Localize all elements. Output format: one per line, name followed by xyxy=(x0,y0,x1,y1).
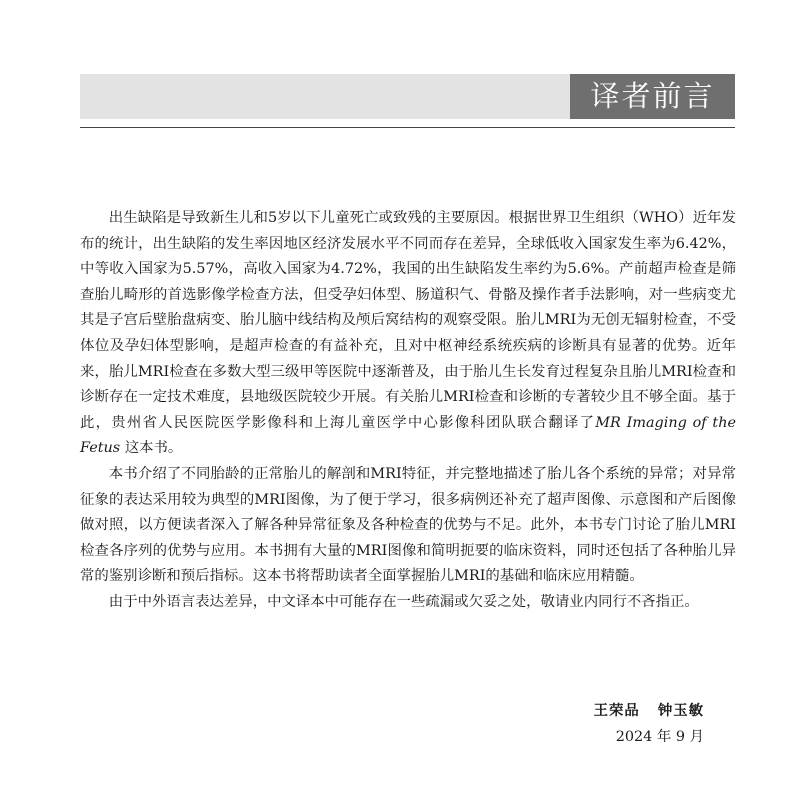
preface-body xyxy=(80,206,736,616)
translator-names xyxy=(594,697,704,724)
book-title-italic: MR Imaging of the Fetus xyxy=(80,414,736,457)
paragraph-2: 本书介绍了不同胎龄的正常胎儿的解剖和MRI特征，并完整地描述了胎儿各个系统的异常；对异常征象的表达采用较为典型的MRI图像，为了便于学习，很多病例还补充了超声图像、示意图和产后图像做对照，以方便读者深入了解各种异常征象及各种检查的优势与不足。此外，本书专门讨论了胎儿MRI检查各序列的优势与应用。本书拥有大量的MRI图像和简明扼要的临床资料，同时还包括了各种胎儿异常的鉴别诊断和预后指标。这本书将帮助读者全面掌握胎儿MRI的基础和临床应用精髓。 xyxy=(80,465,736,585)
translator-name-2: 钟玉敏 xyxy=(657,702,704,719)
translator-name-1: 王荣品 xyxy=(593,702,640,719)
signature-date: 2024 年 9 月 xyxy=(615,729,704,745)
header-rule xyxy=(80,127,735,128)
page-title: 译者前言 xyxy=(590,79,715,113)
paragraph-3: 由于中外语言表达差异，中文译本中可能存在一些疏漏或欠妥之处，敬请业内同行不吝指正。 xyxy=(108,593,699,610)
paragraph-1-tail: 这本书。 xyxy=(124,440,183,457)
title-box xyxy=(570,74,735,119)
signature-block xyxy=(594,697,704,751)
paragraph-1-text: 出生缺陷是导致新生儿和5岁以下儿童死亡或致残的主要原因。根据世界卫生组织（WHO）近年发布的统计，出生缺陷的发生率因地区经济发展水平不同而存在差异，全球低收入国家发生率为6.42%，中等收入国家为5.57%，高收入国家为4.72%，我国的出生缺陷发生率约为5.6%。产前超声检查是筛查胎儿畸形的首选影像学检查方法，但受孕妇体型、肠道积气、骨骼及操作者手法影响，对一些病变尤其是子宫后壁胎盘病变、胎儿脑中线结构及颅后窝结构的观察受限。胎儿MRI为无创无辐射检查，不受体位及孕妇体型影响，是超声检查的有益补充，且对中枢神经系统疾病的诊断具有显著的优势。近年来，胎儿MRI检查在多数大型三级甲等医院中逐渐普及，由于胎儿生长发育过程复杂且胎儿MRI检查和诊断存在一定技术难度，县地级医院较少开展。有关胎儿MRI检查和诊断的专著较少且不够全面。基于此，贵州省人民医院医学影像科和上海儿童医学中心影像科团队联合翻译了 xyxy=(80,210,736,431)
paragraph-1 xyxy=(80,206,736,462)
